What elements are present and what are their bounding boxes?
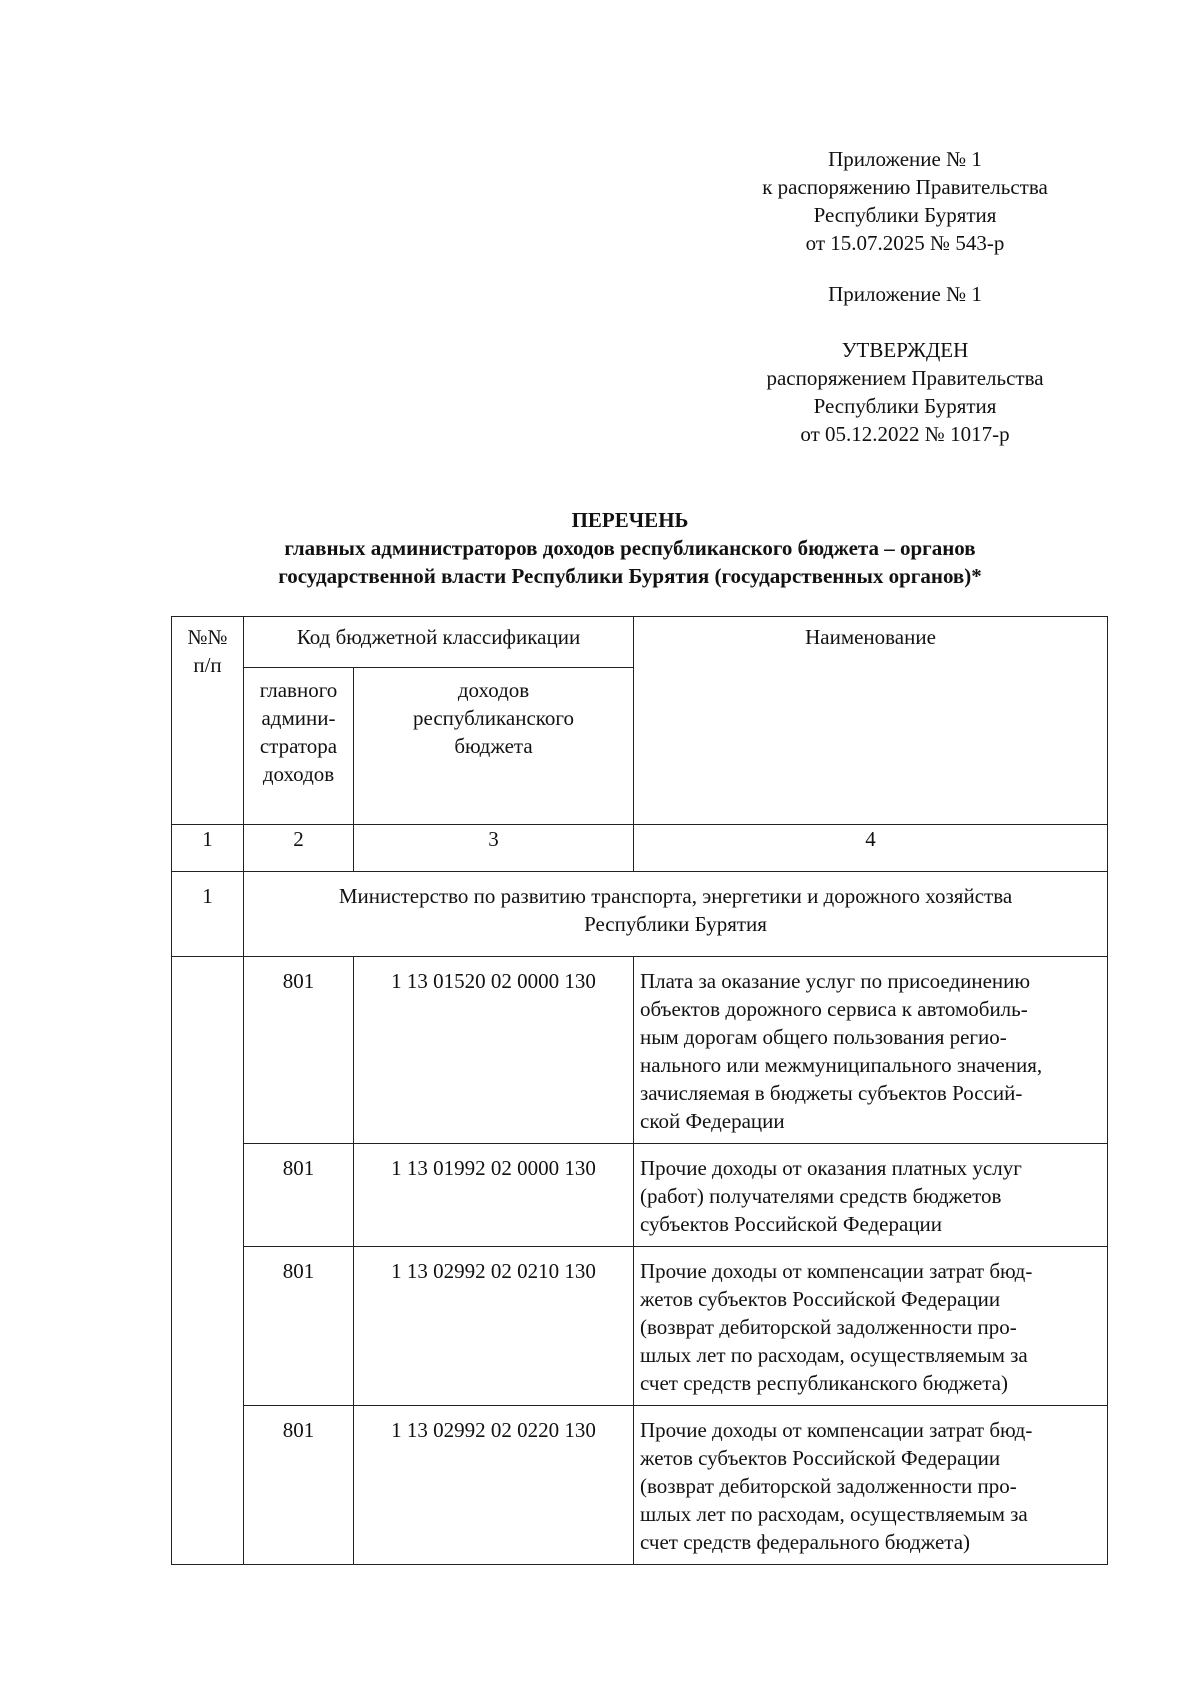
admin-code: 801 <box>244 1144 354 1247</box>
column-number: 3 <box>354 825 634 872</box>
income-name: Прочие доходы от оказания платных услуг (работ) получателями средств бюджетов субъектов Российской Федерации <box>634 1144 1108 1247</box>
header-num: №№ п/п <box>172 617 244 825</box>
attachment-block-current <box>735 145 1075 257</box>
section-number: 1 <box>172 872 244 957</box>
income-name: Прочие доходы от компенсации затрат бюд- жетов субъектов Российской Федерации (возврат дебиторской задолженности про- шлых лет по расходам, осуществляемым за счет средств республиканского бюджета) <box>634 1247 1108 1406</box>
admin-code: 801 <box>244 957 354 1144</box>
table-row <box>172 1406 1108 1565</box>
table-row <box>172 957 1108 1144</box>
document-title <box>160 506 1100 590</box>
income-name: Плата за оказание услуг по присоединению объектов дорожного сервиса к автомобиль- ным дорогам общего пользования регио- нального или межмуниципального значения, зачисляемая в бюджеты субъектов Россий- ской Федерации <box>634 957 1108 1144</box>
header-name: Наименование <box>634 617 1108 825</box>
column-number: 4 <box>634 825 1108 872</box>
attachment-block-previous <box>735 280 1075 308</box>
income-name: Прочие доходы от компенсации затрат бюд- жетов субъектов Российской Федерации (возврат дебиторской задолженности про- шлых лет по расходам, осуществляемым за счет средств федерального бюджета) <box>634 1406 1108 1565</box>
column-number-row <box>172 825 1108 872</box>
income-code: 1 13 01520 02 0000 130 <box>354 957 634 1144</box>
approval-line: от 05.12.2022 № 1017-р <box>800 422 1010 446</box>
section-row <box>172 872 1108 957</box>
approval-line: Республики Бурятия <box>813 394 997 418</box>
admin-code: 801 <box>244 1406 354 1565</box>
title-line: государственной власти Республики Бурятия (государственных органов)* <box>278 564 982 588</box>
attachment-line: Приложение № 1 <box>828 282 982 306</box>
approval-line: УТВЕРЖДЕН <box>841 338 969 362</box>
attachment-line: к распоряжению Правительства <box>762 175 1048 199</box>
header-income: доходов республиканского бюджета <box>354 668 634 825</box>
income-code: 1 13 02992 02 0220 130 <box>354 1406 634 1565</box>
title-line: главных администраторов доходов республиканского бюджета – органов <box>284 536 976 560</box>
header-admin: главного админи- стратора доходов <box>244 668 354 825</box>
table-row <box>172 1247 1108 1406</box>
column-number: 1 <box>172 825 244 872</box>
revenue-administrators-table <box>171 616 1108 1565</box>
table-header-row <box>172 617 1108 668</box>
title-heading: ПЕРЕЧЕНЬ <box>571 508 689 532</box>
admin-code: 801 <box>244 1247 354 1406</box>
section-title: Министерство по развитию транспорта, энергетики и дорожного хозяйства Республики Бурятия <box>244 872 1108 957</box>
table-row <box>172 1144 1108 1247</box>
header-kbk: Код бюджетной классификации <box>244 617 634 668</box>
attachment-line: Приложение № 1 <box>828 147 982 171</box>
approval-block <box>735 336 1075 448</box>
column-number: 2 <box>244 825 354 872</box>
approval-line: распоряжением Правительства <box>766 366 1044 390</box>
income-code: 1 13 02992 02 0210 130 <box>354 1247 634 1406</box>
attachment-line: от 15.07.2025 № 543-р <box>805 231 1005 255</box>
attachment-line: Республики Бурятия <box>813 203 997 227</box>
income-code: 1 13 01992 02 0000 130 <box>354 1144 634 1247</box>
empty-num-cell <box>172 957 244 1565</box>
